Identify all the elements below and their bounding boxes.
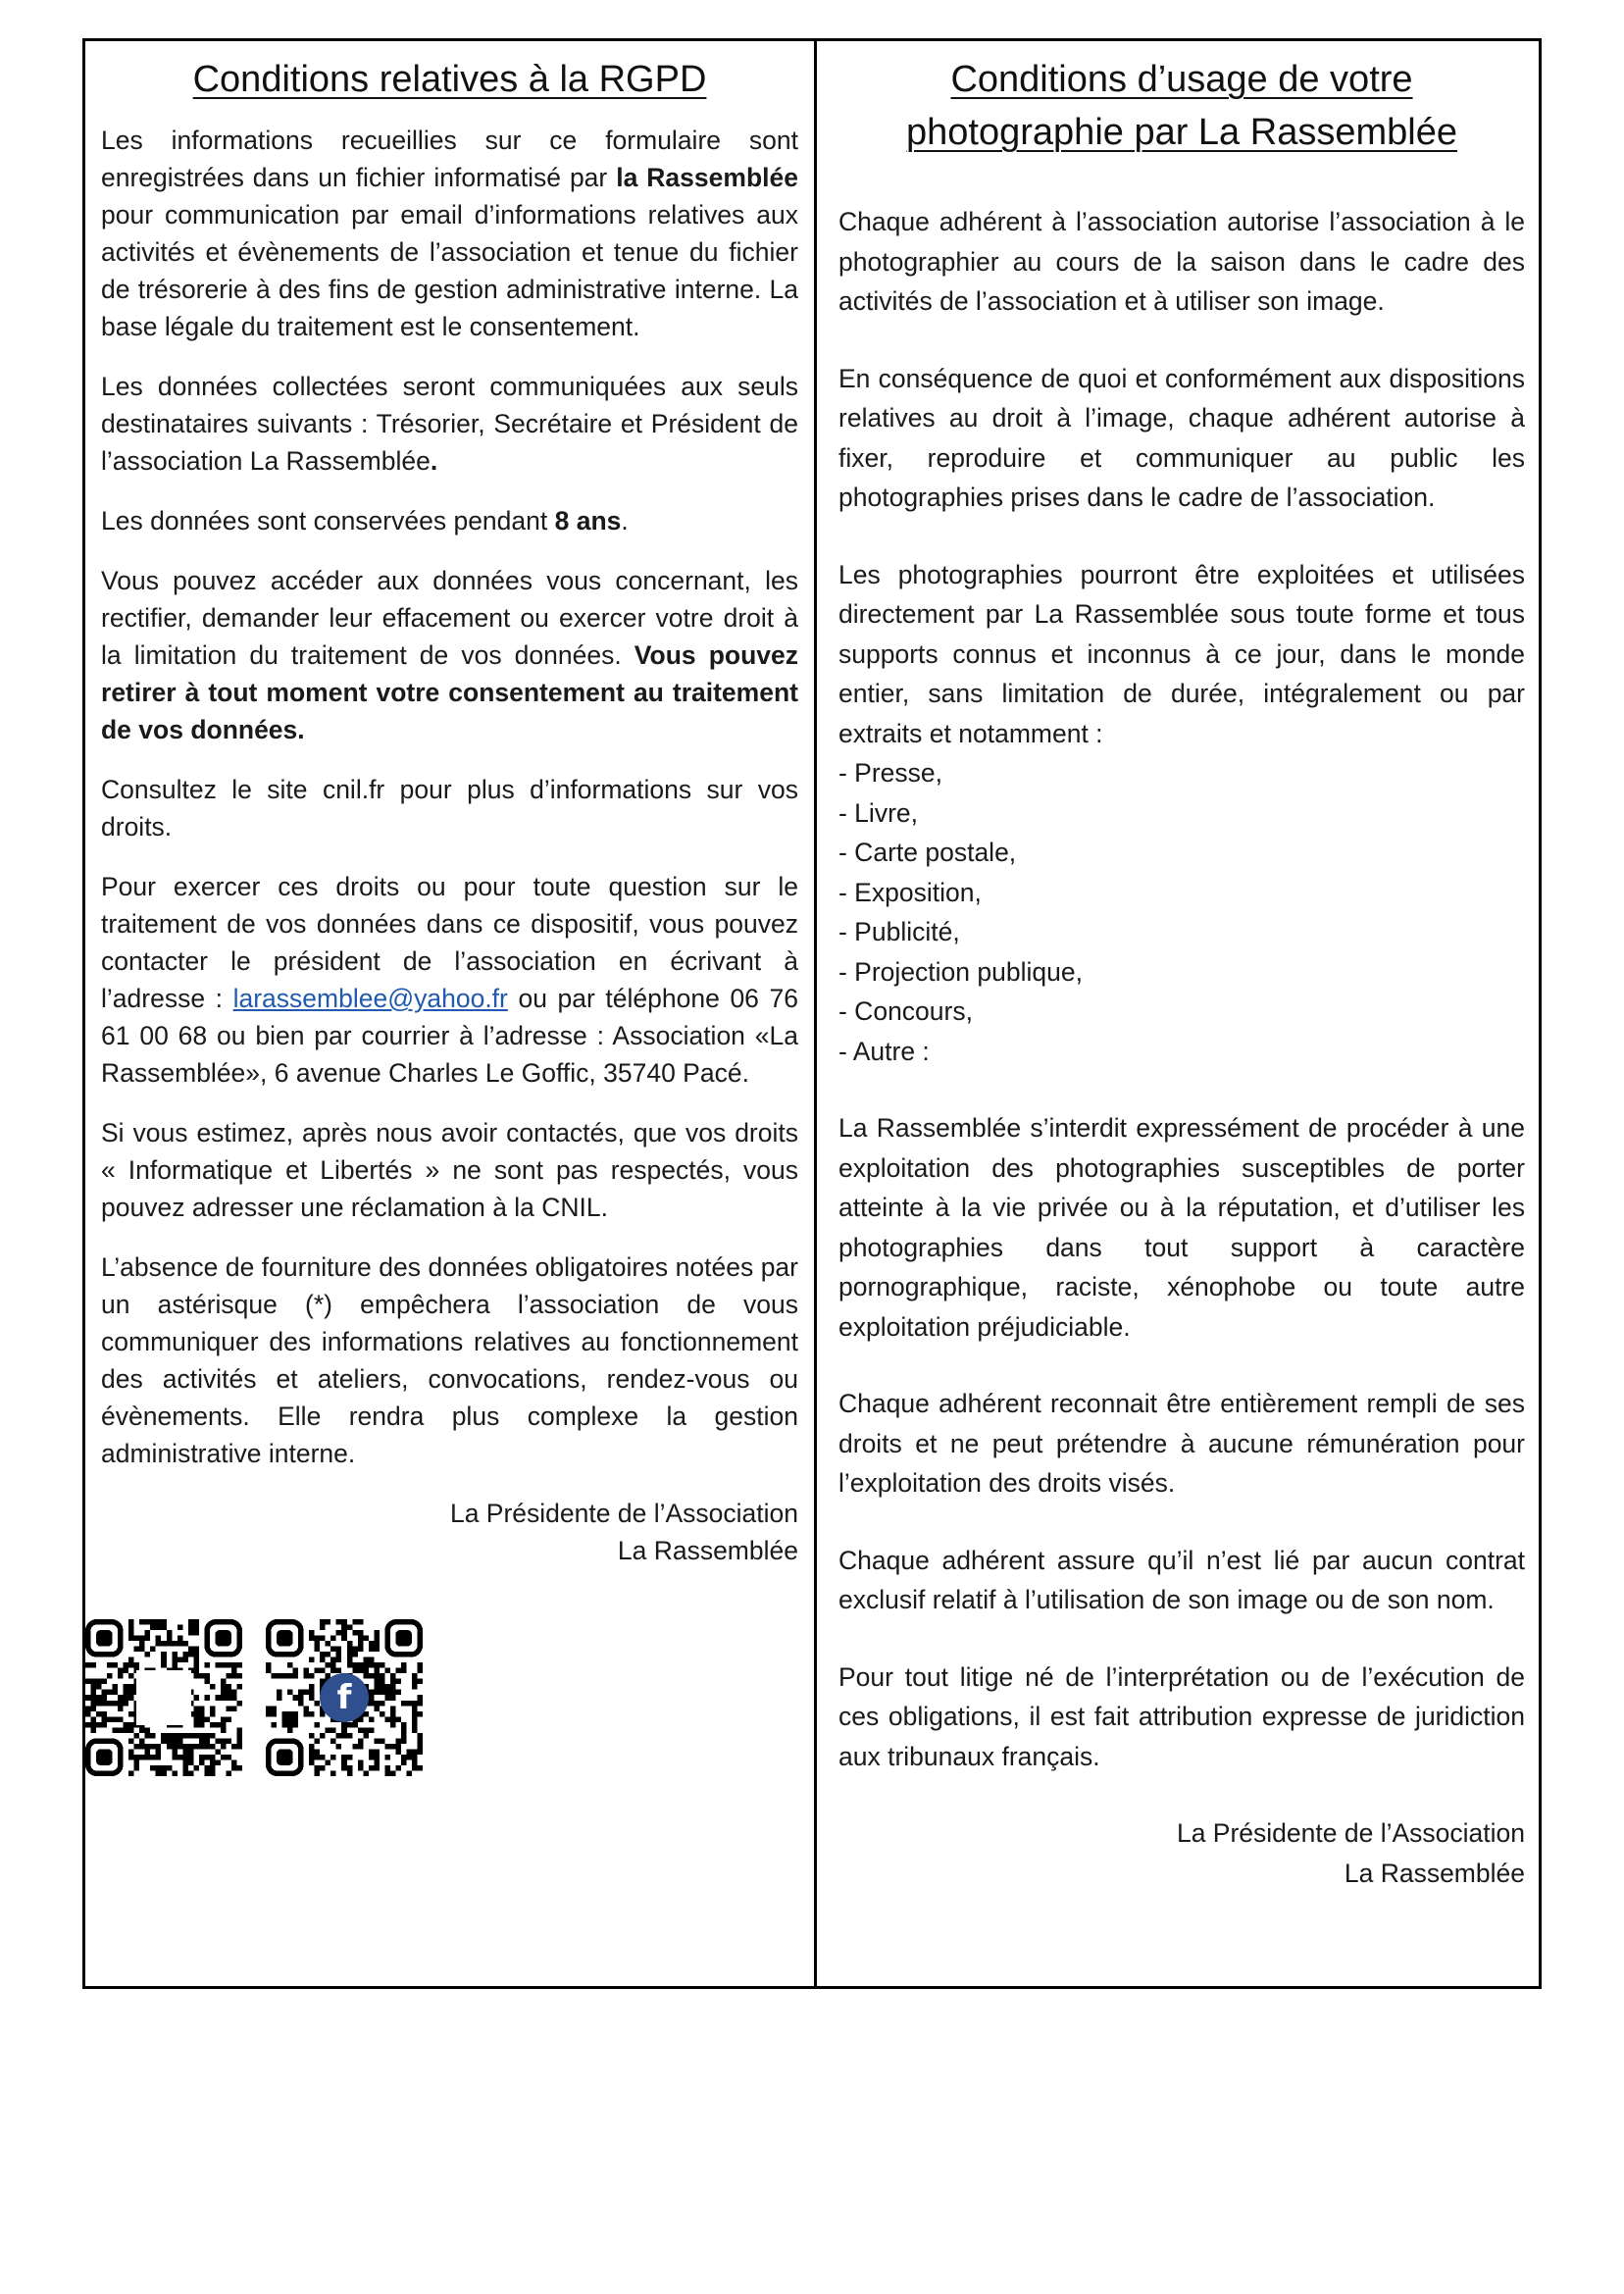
qr-codes bbox=[85, 1619, 423, 1776]
signature-line-2: La Rassemblée bbox=[1344, 1858, 1525, 1888]
rgpd-paragraph-1: Les informations recueillies sur ce formulaire sont enregistrées dans un fichier informatisé par la Rassemblée pour communication par email d’informations relatives aux activités et évènements de l’association et tenue du fichier de trésorerie à des fins de gestion administrative interne. La base légale du traitement est le consentement. bbox=[101, 126, 798, 341]
photo-column bbox=[817, 41, 1539, 1986]
list-item: - Concours, bbox=[838, 996, 973, 1026]
photo-paragraph-5: Chaque adhérent reconnait être entièrement rempli de ses droits et ne peut prétendre à aucune rémunération pour l’exploitation des droits visés. bbox=[838, 1389, 1525, 1498]
rgpd-paragraph-4: Vous pouvez accéder aux données vous concernant, les rectifier, demander leur effacement ou exercer votre droit à la limitation du traitement de vos données. Vous pouvez retirer à tout moment votre consentement au traitement de vos données. bbox=[101, 566, 798, 744]
photo-paragraph-3: Les photographies pourront être exploitées et utilisées directement par La Rassemblée sous toute forme et tous supports connus et inconnus à ce jour, dans le monde entier, sans limitation de durée, intégralement ou par extraits et notamment : bbox=[838, 559, 1525, 748]
signature-line-1: La Présidente de l’Association bbox=[449, 1499, 798, 1528]
list-item: - Livre, bbox=[838, 797, 918, 828]
rgpd-signature bbox=[101, 1495, 798, 1569]
signature-line-2: La Rassemblée bbox=[617, 1536, 798, 1565]
list-item: - Projection publique, bbox=[838, 956, 1083, 987]
document-frame bbox=[82, 38, 1542, 1989]
rgpd-paragraph-6: Pour exercer ces droits ou pour toute question sur le traitement de vos données dans ce dispositif, vous pouvez contacter le président de l’association en écrivant à l’adresse : larassemblee@yahoo.fr ou par téléphone 06 76 61 00 68 ou bien par courrier à l’adresse : Association «La Rassemblée», 6 avenue Charles Le Goffic, 35740 Pacé. bbox=[101, 872, 798, 1088]
photo-paragraph-4: La Rassemblée s’interdit expressément de procéder à une exploitation des photographies susceptibles de porter atteinte à la vie privée ou à la réputation, et d’utiliser les photographies dans tout support à caractère pornographique, raciste, xénophobe ou toute autre exploitation préjudiciable. bbox=[838, 1113, 1525, 1342]
list-item: - Exposition, bbox=[838, 877, 982, 907]
photo-signature bbox=[838, 1813, 1525, 1893]
facebook-icon: f bbox=[320, 1673, 369, 1722]
list-item: - Publicité, bbox=[838, 917, 960, 946]
list-item: - Presse, bbox=[838, 758, 943, 788]
usage-list bbox=[838, 753, 1525, 1071]
rgpd-paragraph-7: Si vous estimez, après nous avoir contactés, que vos droits « Informatique et Libertés » ne sont pas respectés, vous pouvez adresser une réclamation à la CNIL. bbox=[101, 1118, 798, 1222]
signature-line-1: La Présidente de l’Association bbox=[1176, 1818, 1525, 1848]
email-link[interactable]: larassemblee@yahoo.fr bbox=[232, 984, 508, 1013]
list-item: - Carte postale, bbox=[838, 838, 1017, 867]
photo-paragraph-7: Pour tout litige né de l’interprétation ou de l’exécution de ces obligations, il est fait attribution expresse de juridiction aux tribunaux français. bbox=[838, 1661, 1525, 1771]
rgpd-column bbox=[85, 41, 817, 1986]
list-item: - Autre : bbox=[838, 1036, 930, 1066]
photo-title: Conditions d’usage de votre photographie par La Rassemblée bbox=[906, 59, 1457, 153]
photo-paragraph-6: Chaque adhérent assure qu’il n’est lié par aucun contrat exclusif relatif à l’utilisation de son image ou de son nom. bbox=[838, 1545, 1525, 1614]
rgpd-paragraph-2: Les données collectées seront communiquées aux seuls destinataires suivants : Trésorier, Secrétaire et Président de l’association La Rassemblée. bbox=[101, 372, 798, 476]
photo-paragraph-2: En conséquence de quoi et conformément aux dispositions relatives au droit à l’image, chaque adhérent autorise à fixer, reproduire et communiquer au public les photographies prises dans le cadre de l’association. bbox=[838, 363, 1525, 512]
rgpd-paragraph-3: Les données sont conservées pendant 8 ans. bbox=[101, 506, 629, 535]
rgpd-title: Conditions relatives à la RGPD bbox=[192, 59, 707, 100]
facebook-qr-code-icon[interactable] bbox=[266, 1619, 423, 1776]
photo-paragraph-1: Chaque adhérent à l’association autorise l’association à le photographier au cours de la saison dans le cadre des activités de l’association et à utiliser son image. bbox=[838, 207, 1525, 316]
qr-code-icon[interactable] bbox=[85, 1619, 242, 1776]
rgpd-paragraph-8: L’absence de fourniture des données obligatoires notées par un astérisque (*) empêchera l’association de vous communiquer des informations relatives au fonctionnement des activités et ateliers, convocations, rendez-vous ou évènements. Elle rendra plus complexe la gestion administrative interne. bbox=[101, 1252, 798, 1468]
rgpd-paragraph-5: Consultez le site cnil.fr pour plus d’informations sur vos droits. bbox=[101, 775, 798, 841]
